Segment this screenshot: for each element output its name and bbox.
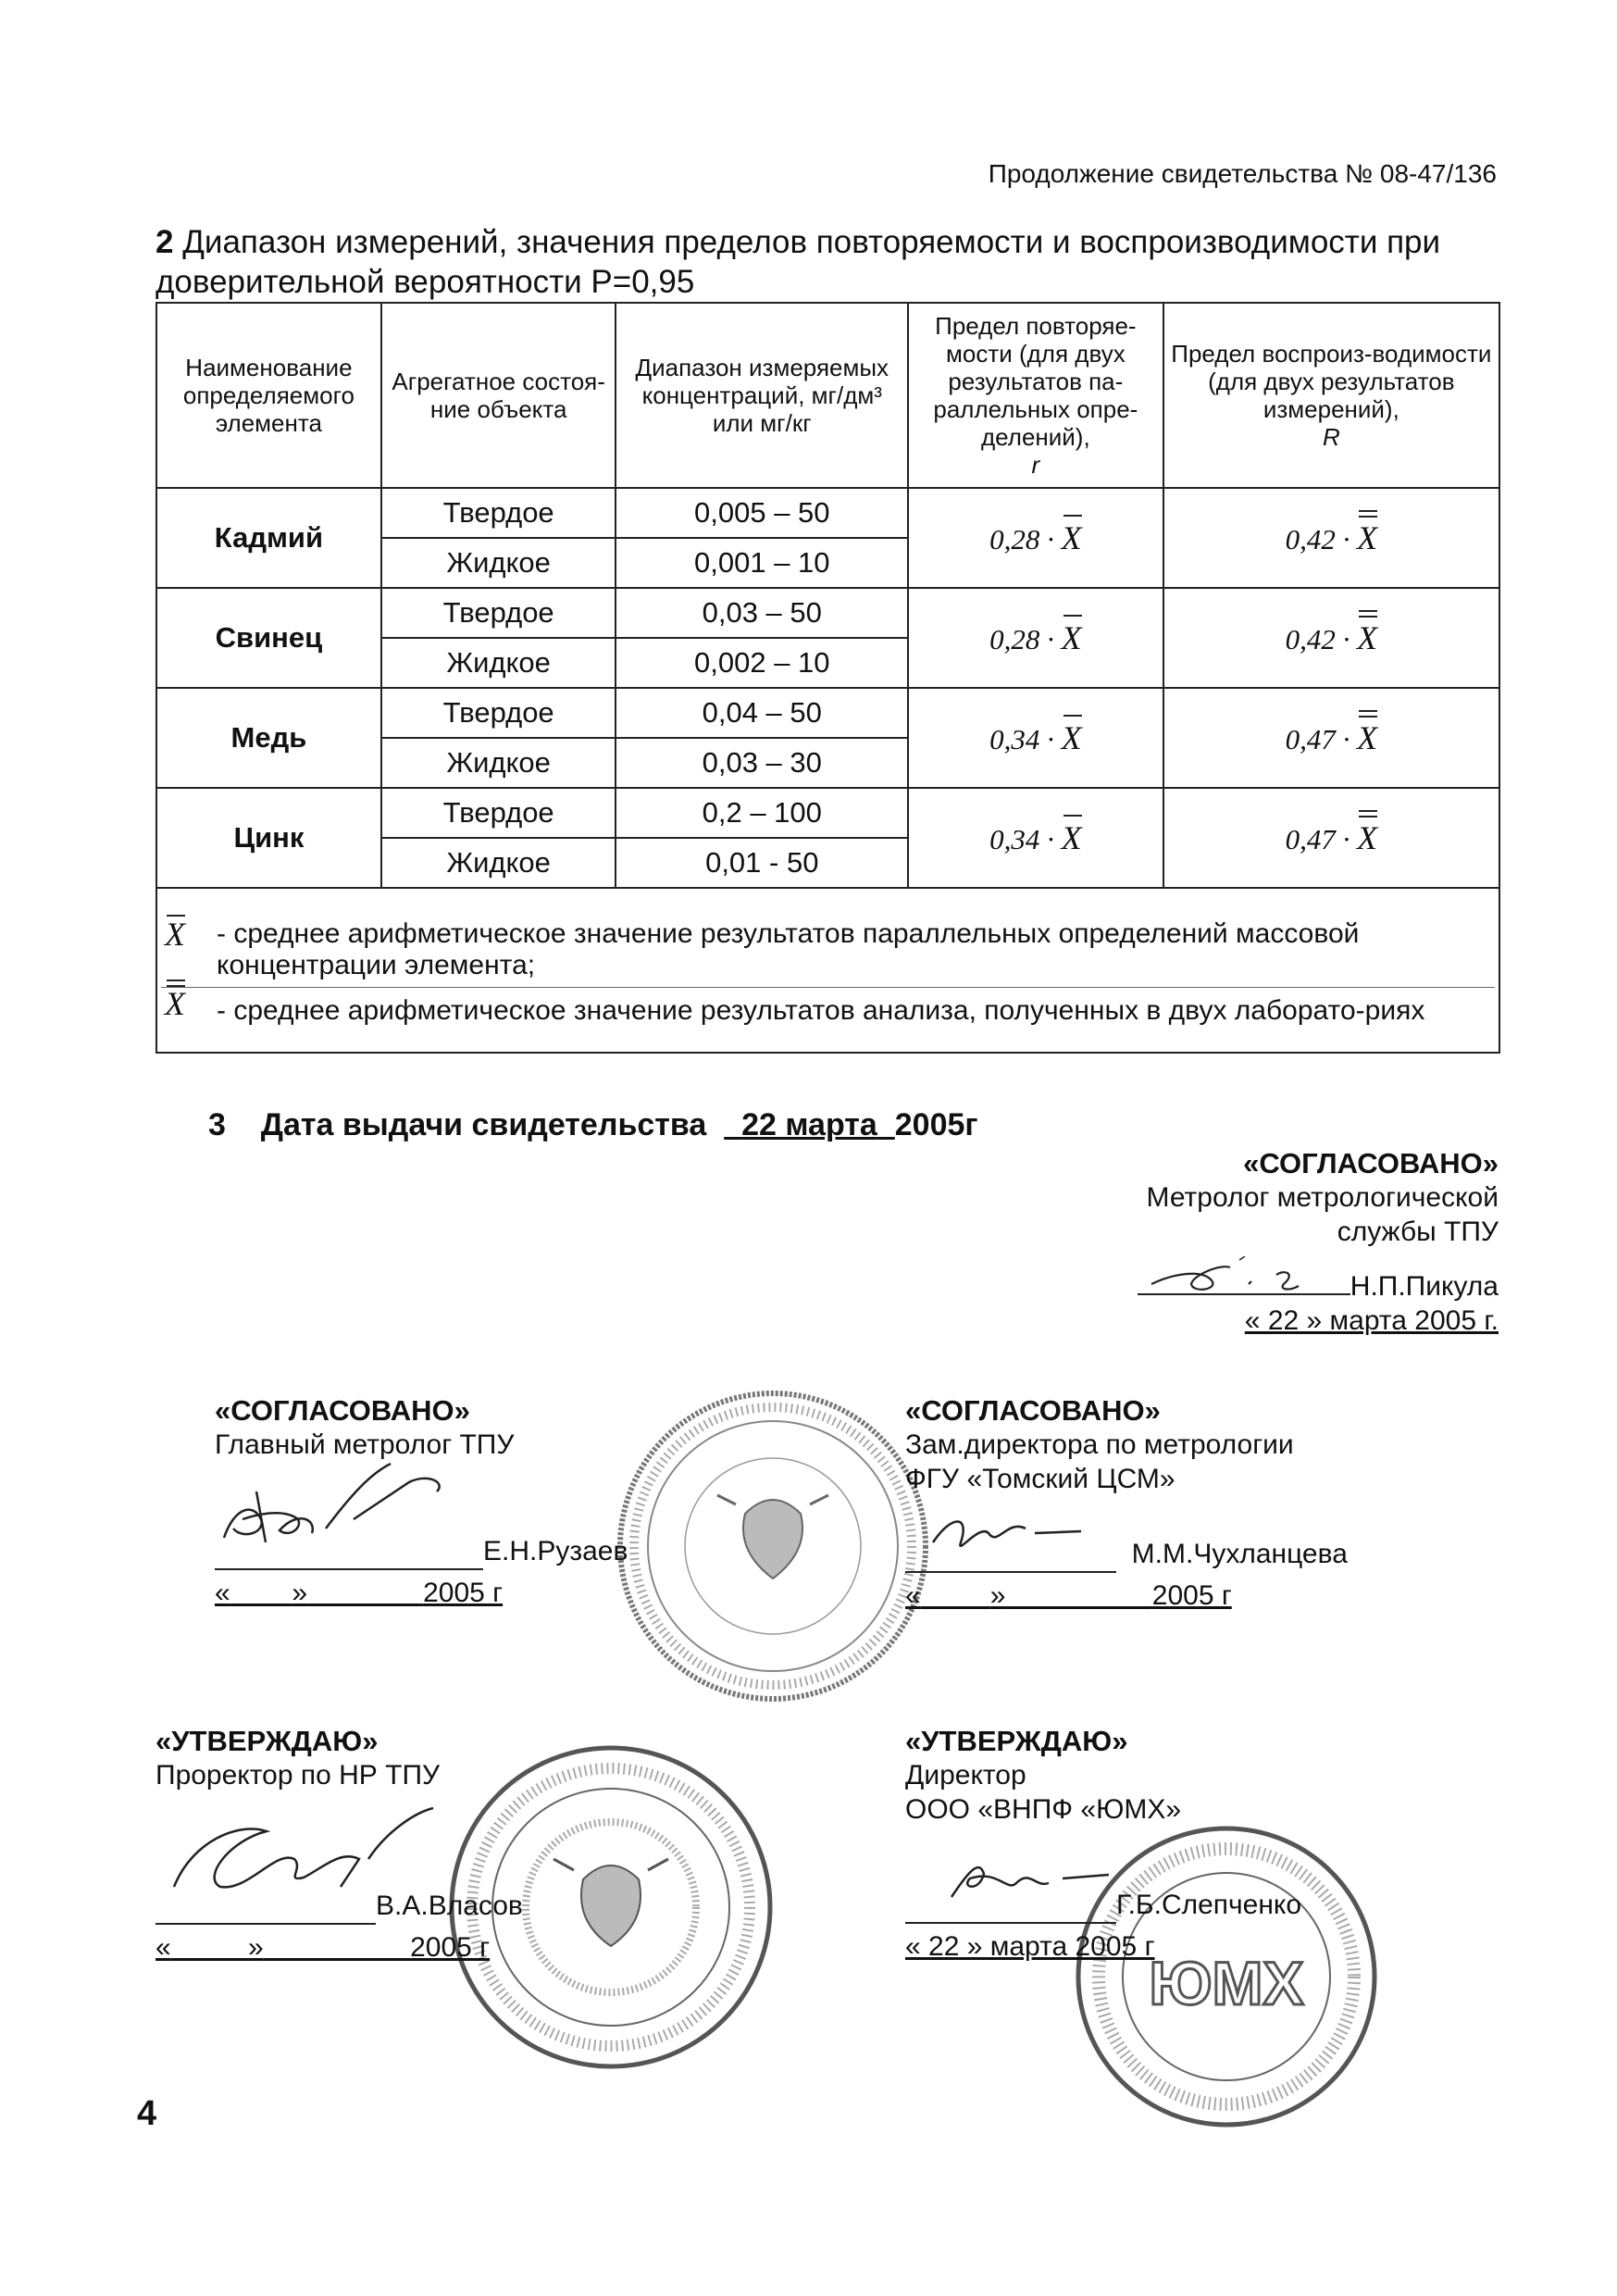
table-row: [156, 488, 1499, 538]
range-cell: 0,005 – 50: [616, 488, 908, 538]
state-cell: Жидкое: [381, 738, 616, 788]
approval-heading: «СОГЛАСОВАНО»: [1243, 1147, 1499, 1179]
header-repeatability: Предел повторяе-мости (для двух результатов па-раллельных опре-делений), r: [908, 303, 1163, 488]
x-bar-symbol: X: [1061, 719, 1082, 756]
note-item: [161, 984, 1495, 1027]
approve-prorector: [155, 1724, 581, 1965]
note-text: - среднее арифметическое значение результатов анализа, полученных в двух лаборато-риях: [217, 994, 1425, 1026]
approval-line: Главный метролог ТПУ: [215, 1429, 515, 1460]
approval-date: « 22 » марта 2005 г: [905, 1931, 1155, 1962]
header-r-symbol: r: [1031, 451, 1040, 479]
signature-image: [924, 1505, 1090, 1570]
signature-image: [942, 1851, 1118, 1915]
approval-date: « » 2005 г: [215, 1578, 504, 1608]
range-cell: 0,002 – 10: [616, 638, 908, 688]
reproducibility-cell: 0,47 · X: [1163, 788, 1499, 888]
repeatability-cell: 0,34 · X: [908, 788, 1163, 888]
section-2-text: Диапазон измерений, значения пределов повторяемости и воспроизводимости при доверительной вероятности Р=0,95: [155, 224, 1441, 300]
state-cell: Твердое: [381, 688, 616, 738]
header-range: Диапазон измеряемых концентраций, мг/дм³ или мг/кг: [616, 303, 908, 488]
header-R-symbol: R: [1322, 423, 1340, 451]
reproducibility-cell: 0,42 · X: [1163, 588, 1499, 688]
table-notes-row: [156, 888, 1499, 1053]
table-row: [156, 688, 1499, 738]
approval-heading: «УТВЕРЖДАЮ»: [905, 1725, 1128, 1757]
range-cell: 0,01 - 50: [616, 838, 908, 888]
signer-name: Г.Б.Слепченко: [1116, 1890, 1302, 1920]
x-bar-symbol: X: [1061, 619, 1082, 656]
signer-name: В.А.Власов: [376, 1890, 523, 1921]
round-stamp-tomsk: [616, 1389, 930, 1703]
measurement-table: [155, 302, 1500, 1054]
continuation-header: Продолжение свидетельства № 08-47/136: [988, 159, 1497, 188]
section-3-number: 3: [208, 1107, 226, 1142]
x-double-bar-symbol: X: [1357, 819, 1378, 856]
notes-cell: [156, 888, 1499, 1053]
signature-image: [165, 1803, 442, 1905]
header-state: Агрегатное состоя-ние объекта: [381, 303, 616, 488]
section-3-label: Дата выдачи свидетельства: [260, 1107, 707, 1142]
approval-heading: «УТВЕРЖДАЮ»: [155, 1725, 379, 1757]
range-cell: 0,001 – 10: [616, 538, 908, 588]
approval-date: « » 2005 г: [155, 1932, 491, 1963]
x-bar-symbol: X: [1061, 519, 1082, 556]
approval-line: службы ТПУ: [1337, 1217, 1499, 1247]
approval-line: ООО «ВНПФ «ЮМХ»: [905, 1794, 1182, 1825]
signer-name: Е.Н.Рузаев: [483, 1536, 628, 1566]
approval-line: ФГУ «Томский ЦСМ»: [905, 1464, 1175, 1494]
range-cell: 0,04 – 50: [616, 688, 908, 738]
issue-date-year: 2005г: [894, 1107, 978, 1142]
x-double-bar-symbol: X: [1357, 719, 1378, 756]
approval-line: Проректор по НР ТПУ: [155, 1760, 441, 1791]
state-cell: Жидкое: [381, 838, 616, 888]
section-3-issue-date: [208, 1107, 978, 1143]
element-copper: Медь: [156, 688, 381, 788]
header-element: Наименование определяемого элемента: [156, 303, 381, 488]
repeatability-cell: 0,28 · X: [908, 488, 1163, 588]
section-2-title: [155, 222, 1498, 302]
signature-image: [1138, 1256, 1350, 1297]
element-zinc: Цинк: [156, 788, 381, 888]
x-bar-symbol: X: [165, 915, 185, 953]
reproducibility-cell: 0,42 · X: [1163, 488, 1499, 588]
state-cell: Жидкое: [381, 638, 616, 688]
x-double-bar-symbol: X: [165, 984, 185, 1022]
signer-name: М.М.Чухланцева: [1131, 1539, 1348, 1569]
approval-deputy-director: [905, 1393, 1387, 1613]
stamp-yumx-text: ЮМХ: [1149, 1949, 1304, 2017]
table-header-row: [156, 303, 1499, 488]
approval-line: Зам.директора по метрологии: [905, 1429, 1294, 1460]
repeatability-cell: 0,34 · X: [908, 688, 1163, 788]
x-double-bar-symbol: X: [1357, 619, 1378, 656]
state-cell: Твердое: [381, 588, 616, 638]
approval-chief-metrolog: [215, 1393, 631, 1610]
issue-date-day-month: 22 марта: [741, 1107, 877, 1142]
range-cell: 0,03 – 50: [616, 588, 908, 638]
x-bar-symbol: X: [1061, 819, 1082, 856]
approval-date: « 22 » марта 2005 г.: [1244, 1305, 1499, 1336]
approval-heading: «СОГЛАСОВАНО»: [905, 1394, 1161, 1427]
element-lead: Свинец: [156, 588, 381, 688]
signature-image: [215, 1454, 455, 1556]
approve-director: [905, 1724, 1368, 1964]
header-reproducibility: Предел воспроиз-водимости (для двух результатов измерений), R: [1163, 303, 1499, 488]
state-cell: Твердое: [381, 788, 616, 838]
approval-metrolog: [925, 1146, 1499, 1338]
signer-name: Н.П.Пикула: [1350, 1271, 1499, 1302]
page-number: 4: [137, 2094, 157, 2133]
range-cell: 0,2 – 100: [616, 788, 908, 838]
element-cadmium: Кадмий: [156, 488, 381, 588]
signature-line: [1138, 1293, 1350, 1295]
approval-heading: «СОГЛАСОВАНО»: [215, 1394, 470, 1427]
state-cell: Твердое: [381, 488, 616, 538]
approval-line: Метролог метрологической: [1146, 1182, 1499, 1213]
table-row: [156, 788, 1499, 838]
table-row: [156, 588, 1499, 638]
note-item: [161, 915, 1495, 981]
approval-date: « » 2005 г: [905, 1580, 1232, 1611]
section-2-number: 2: [155, 224, 174, 260]
range-cell: 0,03 – 30: [616, 738, 908, 788]
state-cell: Жидкое: [381, 538, 616, 588]
x-double-bar-symbol: X: [1357, 519, 1378, 556]
repeatability-cell: 0,28 · X: [908, 588, 1163, 688]
approval-line: Директор: [905, 1760, 1026, 1791]
note-text: - среднее арифметическое значение результатов параллельных определений массовой концентрации элемента;: [217, 917, 1360, 980]
reproducibility-cell: 0,47 · X: [1163, 688, 1499, 788]
